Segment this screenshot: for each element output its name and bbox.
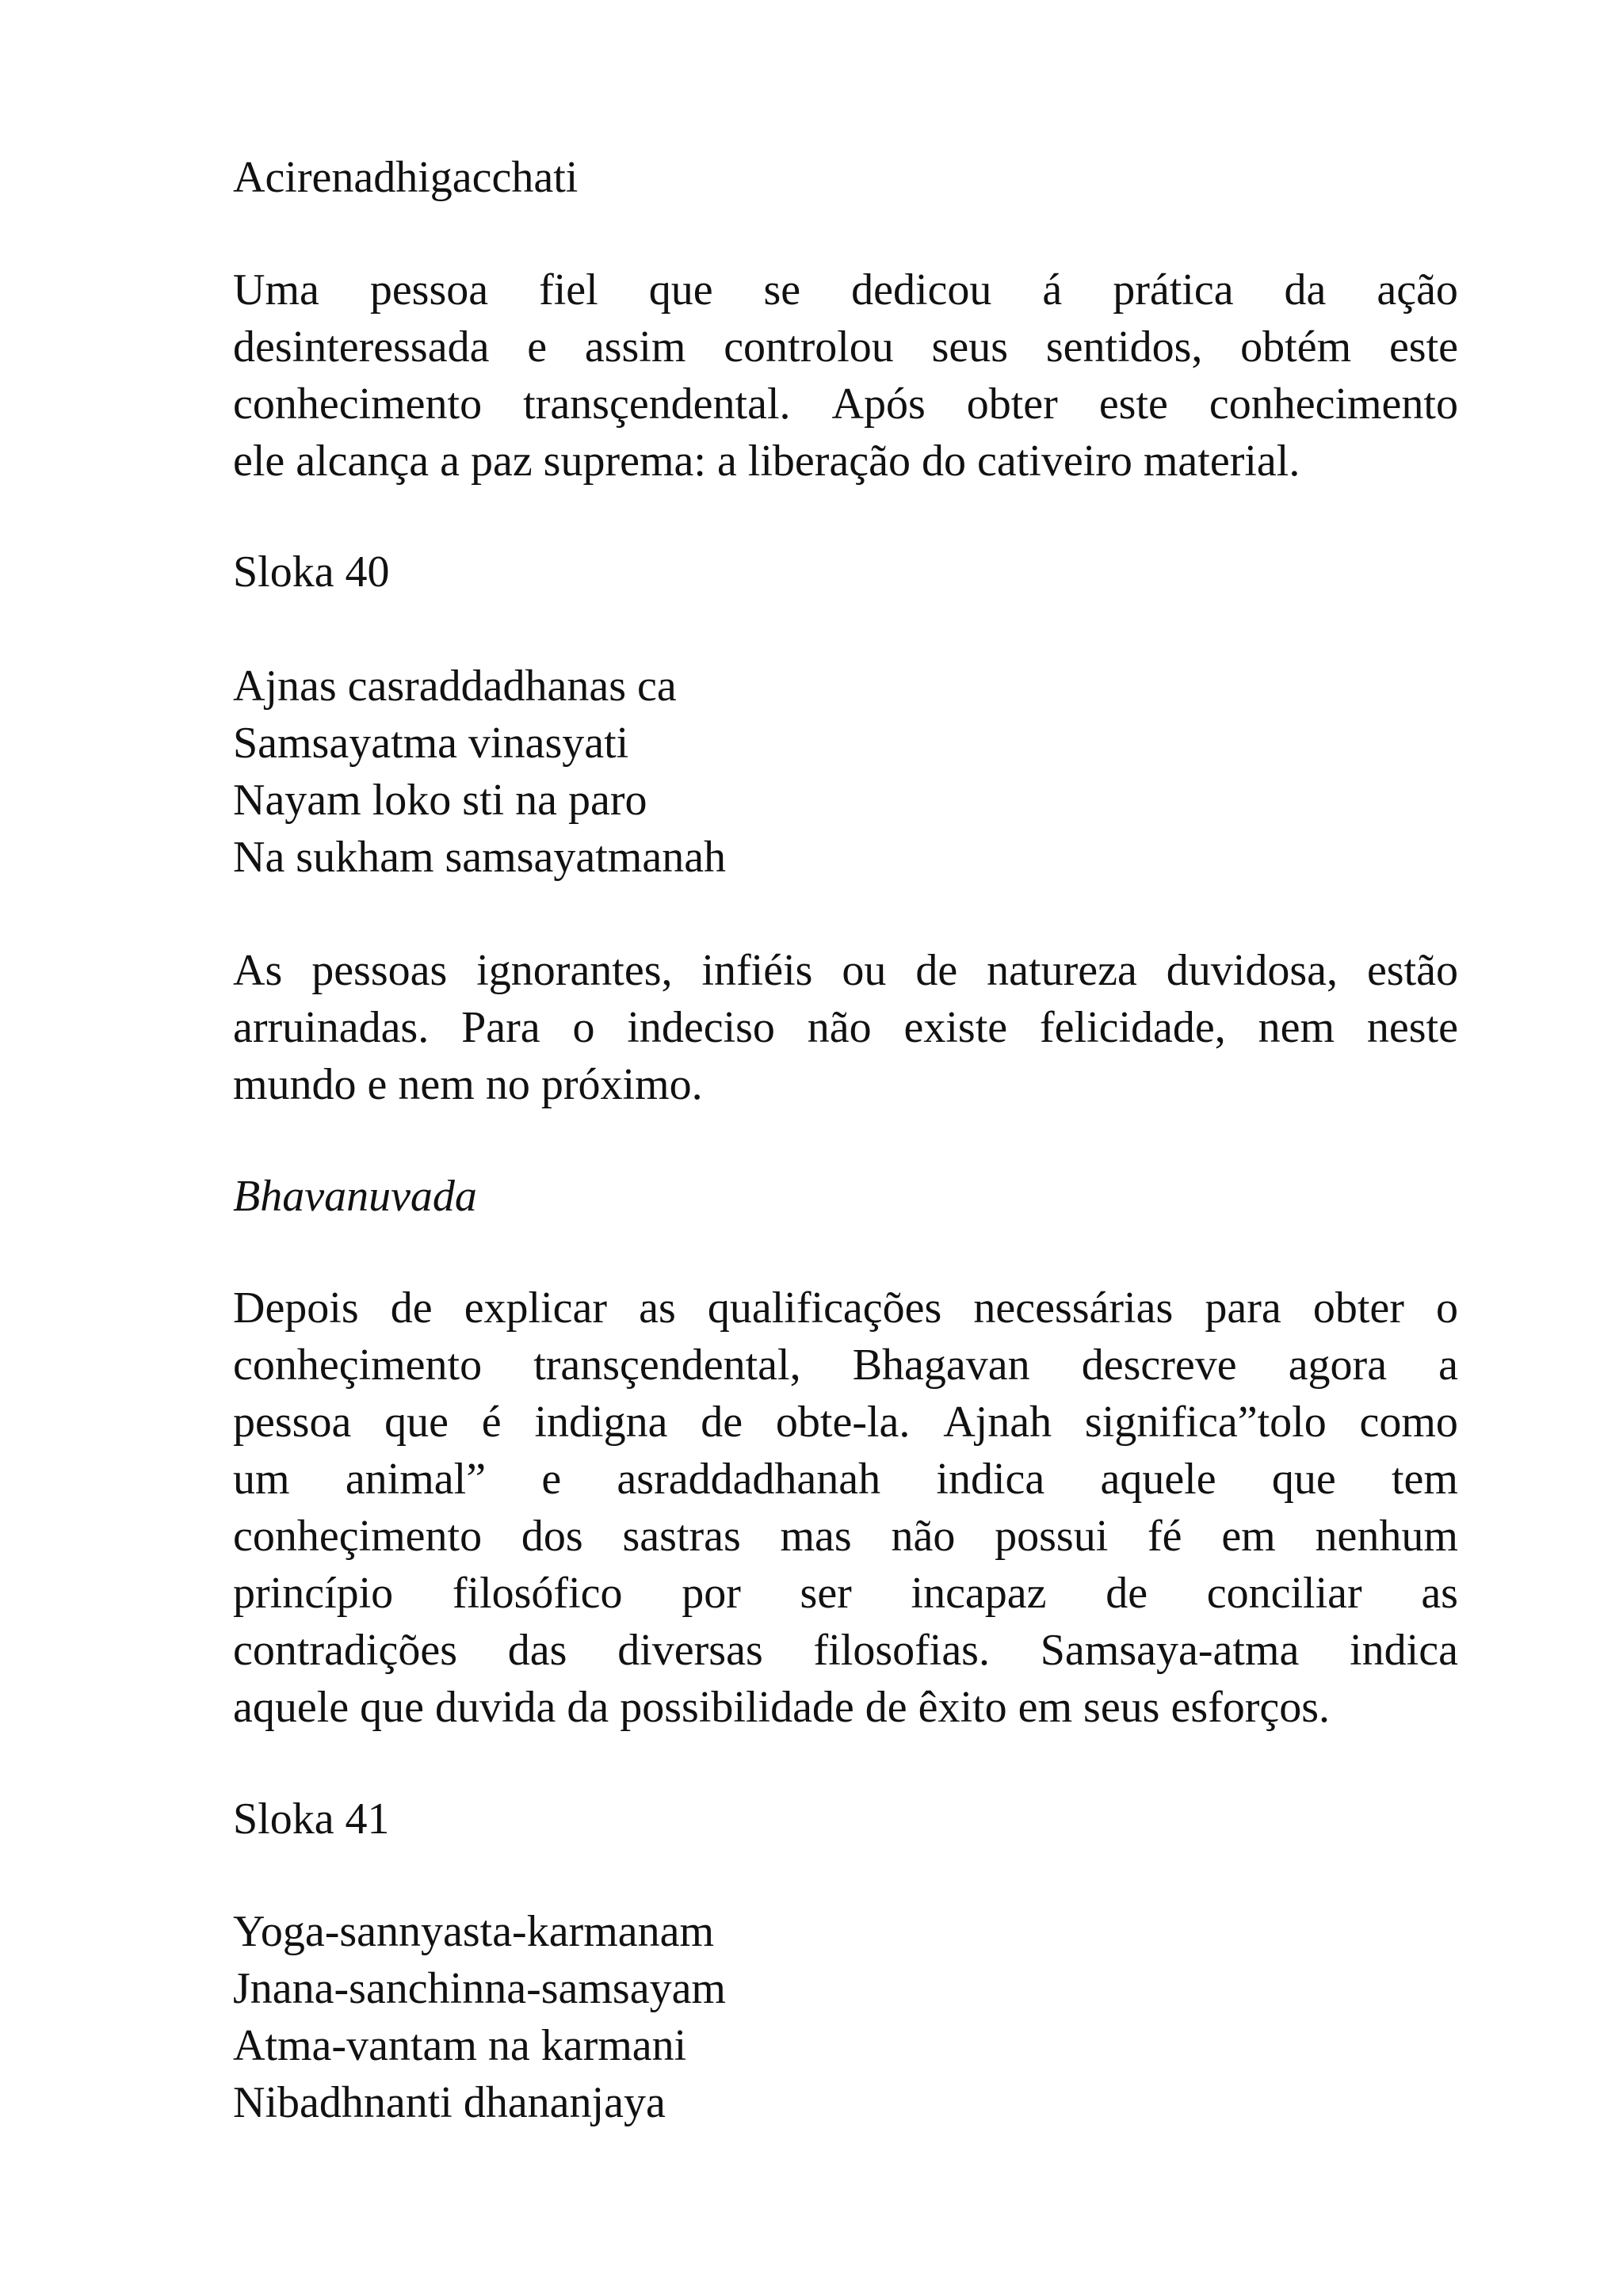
word: conhecimento	[233, 379, 483, 429]
sloka-title-text: Sloka 41	[233, 1794, 390, 1844]
word: de	[701, 1398, 743, 1447]
paragraph-line	[233, 999, 1458, 1056]
verse-line: Jnana-sanchinna-samsayam	[233, 1964, 726, 2013]
word: obter	[1312, 1283, 1404, 1333]
word: qualificações	[707, 1283, 942, 1333]
word: fé	[1148, 1512, 1182, 1561]
word: obter	[966, 379, 1058, 429]
verse-line: Atma-vantam na karmani	[233, 2021, 687, 2070]
word: Uma	[233, 265, 319, 315]
paragraph-1	[233, 261, 1458, 490]
word: aquele	[1100, 1455, 1216, 1504]
word: felicidade,	[1040, 1003, 1226, 1052]
word: é	[481, 1398, 502, 1447]
word: contradições	[233, 1626, 457, 1675]
paragraph-line	[233, 318, 1458, 376]
word: prática	[1113, 265, 1234, 315]
word: ser	[800, 1569, 852, 1618]
sloka-title-text: Sloka 40	[233, 547, 390, 597]
word: natureza	[987, 946, 1137, 995]
word: conheçimento	[233, 1341, 483, 1390]
word: tem	[1391, 1455, 1458, 1504]
word: a	[1438, 1341, 1458, 1390]
word: ignorantes,	[476, 946, 673, 995]
word: necessárias	[973, 1283, 1174, 1333]
word: possui	[995, 1512, 1109, 1561]
word: em	[1221, 1512, 1276, 1561]
word: sastras	[622, 1512, 741, 1561]
verse-line: Nibadhnanti dhananjaya	[233, 2078, 666, 2127]
word: Depois	[233, 1283, 359, 1333]
paragraph-line: ele alcança a paz suprema: a liberação do cativeiro material.	[233, 437, 1300, 486]
word: indigna	[534, 1398, 668, 1447]
word: obtém	[1240, 322, 1352, 372]
section-heading	[233, 149, 1458, 206]
word: que	[648, 265, 713, 315]
word: como	[1359, 1398, 1458, 1447]
word: princípio	[233, 1569, 394, 1618]
word: pessoa	[233, 1398, 352, 1447]
word: neste	[1366, 1003, 1458, 1052]
sloka-40-verse	[233, 658, 1458, 886]
word: não	[807, 1003, 872, 1052]
word: pessoas	[311, 946, 448, 995]
paragraph-line	[233, 1280, 1458, 1337]
bhavanuvada-heading	[233, 1168, 1458, 1225]
word: arruinadas.	[233, 1003, 430, 1052]
word: para	[1205, 1283, 1281, 1333]
word: Samsaya-atma	[1040, 1626, 1300, 1675]
word: pessoa	[369, 265, 489, 315]
word: Após	[831, 379, 926, 429]
word: de	[390, 1283, 433, 1333]
word: existe	[903, 1003, 1008, 1052]
word: mas	[780, 1512, 852, 1561]
paragraph-line: mundo e nem no próximo.	[233, 1060, 703, 1109]
word: o	[1435, 1283, 1458, 1333]
word: que	[384, 1398, 449, 1447]
word: das	[507, 1626, 567, 1675]
word: as	[639, 1283, 676, 1333]
word: indeciso	[627, 1003, 775, 1052]
word: duvidosa,	[1166, 946, 1338, 995]
word: transçendental.	[523, 379, 791, 429]
word: um	[233, 1455, 290, 1504]
paragraph-line	[233, 1451, 1458, 1508]
word: As	[233, 946, 283, 995]
word: e	[527, 322, 548, 372]
word: filosofias.	[813, 1626, 990, 1675]
word: controlou	[724, 322, 894, 372]
verse-line: Nayam loko sti na paro	[233, 776, 647, 825]
word: não	[891, 1512, 956, 1561]
word: indica	[1350, 1626, 1458, 1675]
word: diversas	[617, 1626, 763, 1675]
word: obte-la.	[775, 1398, 911, 1447]
word: infiéis	[701, 946, 813, 995]
word: descreve	[1081, 1341, 1237, 1390]
word: nem	[1258, 1003, 1335, 1052]
word: que	[1271, 1455, 1336, 1504]
word: filosófico	[452, 1569, 623, 1618]
word: se	[763, 265, 801, 315]
verse-line: Samsayatma vinasyati	[233, 719, 629, 768]
word: dedicou	[851, 265, 992, 315]
word: agora	[1288, 1341, 1388, 1390]
bhavanuvada-text: Bhavanuvada	[233, 1172, 477, 1221]
paragraph-line	[233, 1565, 1458, 1622]
word: sentidos,	[1045, 322, 1203, 372]
paragraph-line	[233, 942, 1458, 999]
heading-text: Acirenadhigacchati	[233, 153, 579, 202]
word: Para	[461, 1003, 540, 1052]
paragraph-line	[233, 1622, 1458, 1679]
word: desinteressada	[233, 322, 490, 372]
sloka-41-verse	[233, 1903, 1458, 2131]
word: á	[1042, 265, 1063, 315]
word: da	[1284, 265, 1327, 315]
word: este	[1388, 322, 1458, 372]
word: o	[572, 1003, 595, 1052]
word: conciliar	[1206, 1569, 1362, 1618]
paragraph-line	[233, 1394, 1458, 1451]
word: Bhagavan	[852, 1341, 1030, 1390]
word: transçendental,	[533, 1341, 801, 1390]
paragraph-line	[233, 376, 1458, 433]
paragraph-line	[233, 1508, 1458, 1565]
word: indica	[936, 1455, 1045, 1504]
word: e	[541, 1455, 562, 1504]
paragraph-line	[233, 1337, 1458, 1394]
paragraph-2	[233, 942, 1458, 1113]
word: asraddadhanah	[617, 1455, 881, 1504]
word: estão	[1366, 946, 1458, 995]
word: as	[1421, 1569, 1458, 1618]
verse-line: Ajnas casraddadhanas ca	[233, 662, 677, 711]
word: seus	[931, 322, 1009, 372]
word: ação	[1377, 265, 1458, 315]
word: fiel	[539, 265, 598, 315]
verse-line: Yoga-sannyasta-karmanam	[233, 1907, 715, 1956]
word: assim	[584, 322, 686, 372]
word: ou	[842, 946, 887, 995]
word: por	[682, 1569, 741, 1618]
word: conhecimento	[1209, 379, 1458, 429]
word: significa”tolo	[1084, 1398, 1327, 1447]
word: incapaz	[911, 1569, 1047, 1618]
word: este	[1098, 379, 1168, 429]
word: explicar	[464, 1283, 608, 1333]
sloka-40-title	[233, 543, 1458, 601]
sloka-41-title	[233, 1791, 1458, 1848]
paragraph-line	[233, 261, 1458, 318]
word: de	[1106, 1569, 1148, 1618]
paragraph-line: aquele que duvida da possibilidade de êxito em seus esforços.	[233, 1683, 1331, 1732]
verse-line: Na sukham samsayatmanah	[233, 833, 727, 882]
word: nenhum	[1315, 1512, 1458, 1561]
word: Ajnah	[943, 1398, 1052, 1447]
word: dos	[521, 1512, 583, 1561]
word: animal”	[345, 1455, 487, 1504]
word: conheçimento	[233, 1512, 483, 1561]
word: de	[915, 946, 958, 995]
paragraph-3	[233, 1280, 1458, 1736]
